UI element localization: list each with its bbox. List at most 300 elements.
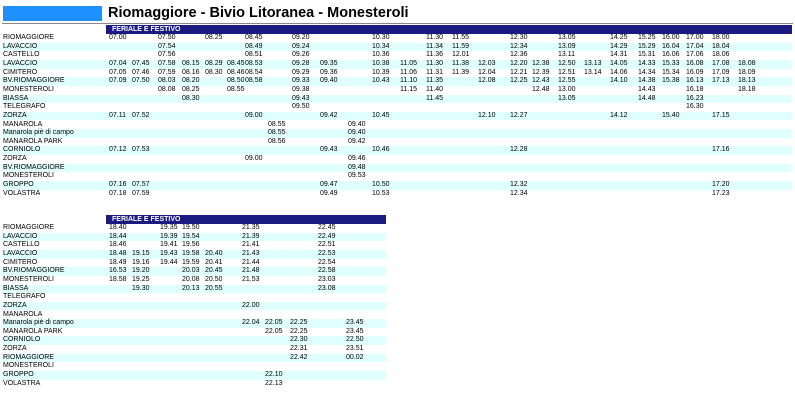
- departure-time: 22.25: [290, 327, 308, 335]
- departure-time: 09.43: [320, 146, 338, 154]
- departure-time: 13.09: [558, 42, 576, 50]
- departure-time: 19.43: [160, 249, 178, 257]
- departure-time: 12.28: [510, 146, 528, 154]
- table-row: [2, 267, 386, 276]
- stop-name: BIASSA: [3, 94, 29, 102]
- departure-time: 17.16: [712, 146, 730, 154]
- table-row: [2, 319, 386, 328]
- departure-time: 19.56: [182, 241, 200, 249]
- departure-time: 17.00: [686, 34, 704, 41]
- table-row: [2, 77, 792, 86]
- departure-time: 09.26: [292, 51, 310, 59]
- departure-time: 22.31: [290, 345, 308, 353]
- stop-name: MONESTEROLI: [3, 275, 54, 283]
- departure-time: 07.09: [109, 77, 127, 85]
- departure-time: 15.38: [662, 77, 680, 85]
- table-row: [2, 181, 792, 190]
- departure-time: 10.38: [372, 59, 390, 67]
- departure-time: 12.36: [510, 51, 528, 59]
- table-row: [2, 146, 792, 155]
- departure-time: 11.40: [426, 85, 443, 93]
- departure-time: 11.31: [426, 68, 443, 76]
- departure-time: 12.39: [532, 68, 550, 76]
- departure-time: 00.02: [346, 353, 364, 361]
- departure-time: 08.45: [227, 59, 245, 67]
- table-row: [2, 69, 792, 78]
- stop-name: VOLASTRA: [3, 379, 41, 387]
- table-row: [2, 354, 386, 363]
- departure-time: 23.45: [346, 327, 364, 335]
- departure-time: 09.47: [320, 181, 338, 189]
- departure-time: 10.36: [372, 51, 390, 59]
- departure-time: 18.49: [109, 258, 127, 266]
- departure-time: 17.15: [712, 111, 730, 119]
- stop-name: MONESTEROLI: [3, 172, 54, 180]
- departure-time: 07.54: [158, 42, 176, 50]
- stop-name: MANAROLA: [3, 310, 43, 318]
- stop-name: ZORZA: [3, 345, 27, 353]
- table-row: [2, 51, 792, 60]
- departure-time: 11.39: [452, 68, 469, 76]
- departure-time: 07.12: [109, 146, 127, 154]
- stop-name: LAVACCIO: [3, 59, 38, 67]
- departure-time: 16.00: [662, 34, 680, 41]
- stop-name: LAVACCIO: [3, 232, 38, 240]
- departure-time: 08.51: [245, 51, 263, 59]
- departure-time: 09.43: [292, 94, 310, 102]
- departure-time: 09.24: [292, 42, 310, 50]
- departure-time: 19.15: [132, 249, 150, 257]
- stop-name: TELEGRAFO: [3, 103, 46, 111]
- stop-name: MONESTEROLI: [3, 85, 54, 93]
- stop-name: MANAROLA: [3, 120, 43, 128]
- table-row: [2, 250, 386, 259]
- departure-time: 07.50: [158, 34, 176, 41]
- departure-time: 17.06: [686, 51, 704, 59]
- departure-time: 14.29: [610, 42, 628, 50]
- stop-name: RIOMAGGIORE: [3, 353, 54, 361]
- departure-time: 16.06: [662, 51, 680, 59]
- table-row: [2, 345, 386, 354]
- table-row: [2, 233, 386, 242]
- stop-name: TELEGRAFO: [3, 293, 46, 301]
- departure-time: 19.20: [132, 267, 150, 275]
- stop-name: CASTELLO: [3, 241, 40, 249]
- departure-time: 08.55: [268, 129, 286, 137]
- departure-time: 07.45: [132, 59, 150, 67]
- departure-time: 16.04: [662, 42, 680, 50]
- departure-time: 16.53: [109, 267, 127, 275]
- departure-time: 22.54: [318, 258, 336, 266]
- departure-time: 12.20: [510, 59, 528, 67]
- departure-time: 07.59: [158, 68, 176, 76]
- departure-time: 22.00: [242, 301, 260, 309]
- stop-name: GROPPO: [3, 371, 34, 379]
- departure-time: 12.34: [510, 42, 528, 50]
- departure-time: 21.41: [242, 241, 260, 249]
- departure-time: 19.35: [160, 224, 178, 231]
- departure-time: 15.31: [638, 51, 656, 59]
- departure-time: 09.50: [292, 103, 310, 111]
- stop-name: BIASSA: [3, 284, 29, 292]
- departure-time: 14.06: [610, 68, 628, 76]
- departure-time: 20.50: [205, 275, 223, 283]
- departure-time: 09.42: [348, 137, 366, 145]
- departure-time: 12.04: [478, 68, 496, 76]
- departure-time: 16.08: [686, 59, 704, 67]
- table-row: [2, 285, 386, 294]
- departure-time: 13.11: [558, 51, 575, 59]
- departure-time: 21.53: [242, 275, 260, 283]
- departure-time: 07.50: [132, 77, 150, 85]
- departure-time: 22.05: [265, 327, 283, 335]
- departure-time: 22.10: [265, 371, 283, 379]
- departure-time: 08.58: [245, 77, 263, 85]
- departure-time: 08.30: [182, 94, 200, 102]
- departure-time: 17.20: [712, 181, 730, 189]
- departure-time: 09.42: [320, 111, 338, 119]
- departure-time: 17.08: [712, 59, 730, 67]
- departure-time: 13.00: [558, 85, 576, 93]
- departure-time: 08.03: [158, 77, 176, 85]
- departure-time: 09.38: [292, 85, 310, 93]
- departure-time: 09.35: [320, 59, 338, 67]
- departure-time: 09.28: [292, 59, 310, 67]
- departure-time: 08.45: [245, 34, 263, 41]
- departure-time: 12.32: [510, 181, 528, 189]
- departure-time: 10.39: [372, 68, 390, 76]
- departure-time: 19.50: [182, 224, 200, 231]
- departure-time: 08.56: [268, 137, 286, 145]
- departure-time: 18.18: [738, 85, 756, 93]
- table-row: [2, 328, 386, 337]
- departure-time: 17.13: [712, 77, 730, 85]
- departure-time: 12.21: [510, 68, 528, 76]
- table-row: [2, 43, 792, 52]
- departure-time: 22.30: [290, 336, 308, 344]
- departure-time: 07.59: [132, 189, 150, 197]
- departure-time: 13.05: [558, 94, 576, 102]
- table-row: [2, 241, 386, 250]
- departure-time: 19.59: [182, 258, 200, 266]
- departure-time: 10.53: [372, 189, 390, 197]
- departure-time: 23.08: [318, 284, 336, 292]
- departure-time: 07.11: [109, 111, 126, 119]
- departure-time: 15.25: [638, 34, 656, 41]
- stop-name: MANAROLA PARK: [3, 137, 63, 145]
- table-row: [2, 60, 792, 69]
- stop-name: ZORZA: [3, 155, 27, 163]
- departure-time: 08.20: [182, 77, 200, 85]
- departure-time: 11.10: [400, 77, 417, 85]
- table-row: [2, 129, 792, 138]
- departure-time: 09.33: [292, 77, 310, 85]
- departure-time: 09.49: [320, 189, 338, 197]
- departure-time: 07.53: [132, 146, 150, 154]
- stop-name: ZORZA: [3, 111, 27, 119]
- table-row: [2, 311, 386, 320]
- stop-name: BV.RIOMAGGIORE: [3, 267, 65, 275]
- departure-time: 14.33: [638, 59, 656, 67]
- section-header: FERIALE E FESTIVO: [106, 25, 792, 34]
- table-row: [2, 112, 792, 121]
- departure-time: 09.46: [348, 155, 366, 163]
- departure-time: 22.25: [290, 319, 308, 327]
- departure-time: 20.40: [205, 249, 223, 257]
- departure-time: 22.53: [318, 249, 336, 257]
- table-row: [2, 371, 386, 380]
- departure-time: 22.45: [318, 224, 336, 231]
- departure-time: 22.49: [318, 232, 336, 240]
- departure-time: 08.46: [227, 68, 245, 76]
- departure-time: 19.58: [182, 249, 200, 257]
- departure-time: 10.43: [372, 77, 390, 85]
- departure-time: 07.04: [109, 59, 127, 67]
- departure-time: 11.06: [400, 68, 417, 76]
- departure-time: 18.09: [738, 68, 756, 76]
- departure-time: 12.48: [532, 85, 550, 93]
- departure-time: 08.50: [227, 77, 245, 85]
- departure-time: 08.29: [205, 59, 223, 67]
- departure-time: 23.51: [346, 345, 364, 353]
- departure-time: 18.46: [109, 241, 127, 249]
- departure-time: 09.00: [245, 111, 263, 119]
- departure-time: 22.05: [265, 319, 283, 327]
- departure-time: 12.50: [558, 59, 576, 67]
- departure-time: 18.08: [738, 59, 756, 67]
- departure-time: 08.08: [158, 85, 176, 93]
- table-row: [2, 302, 386, 311]
- departure-time: 07.56: [158, 51, 176, 59]
- departure-time: 21.43: [242, 249, 260, 257]
- departure-time: 07.57: [132, 181, 150, 189]
- departure-time: 23.03: [318, 275, 336, 283]
- table-row: [2, 336, 386, 345]
- table-row: [2, 259, 386, 268]
- departure-time: 19.30: [132, 284, 150, 292]
- departure-time: 11.38: [452, 59, 469, 67]
- table-row: [2, 95, 792, 104]
- departure-time: 19.16: [132, 258, 150, 266]
- stop-name: RIOMAGGIORE: [3, 34, 54, 41]
- departure-time: 14.43: [638, 85, 656, 93]
- departure-time: 09.53: [348, 172, 366, 180]
- departure-time: 22.58: [318, 267, 336, 275]
- departure-time: 08.55: [268, 120, 286, 128]
- stop-name: CORNIOLO: [3, 146, 41, 154]
- table-row: [2, 190, 792, 199]
- stop-name: GROPPO: [3, 181, 34, 189]
- departure-time: 11.05: [400, 59, 417, 67]
- departure-time: 22.50: [346, 336, 364, 344]
- departure-time: 17.23: [712, 189, 730, 197]
- departure-time: 15.40: [662, 111, 680, 119]
- table-row: [2, 293, 386, 302]
- departure-time: 09.00: [245, 155, 263, 163]
- departure-time: 20.08: [182, 275, 200, 283]
- departure-time: 11.30: [426, 59, 443, 67]
- departure-time: 14.34: [638, 68, 656, 76]
- departure-time: 10.46: [372, 146, 390, 154]
- departure-time: 10.50: [372, 181, 390, 189]
- departure-time: 21.44: [242, 258, 260, 266]
- departure-time: 12.34: [510, 189, 528, 197]
- stop-name: MONESTEROLI: [3, 362, 54, 370]
- departure-time: 14.31: [610, 51, 628, 59]
- stop-name: BV.RIOMAGGIORE: [3, 77, 65, 85]
- departure-time: 08.54: [245, 68, 263, 76]
- departure-time: 16.30: [686, 103, 704, 111]
- departure-time: 20.03: [182, 267, 200, 275]
- departure-time: 09.48: [348, 163, 366, 171]
- departure-time: 08.55: [227, 85, 245, 93]
- departure-time: 14.05: [610, 59, 628, 67]
- table-row: [2, 276, 386, 285]
- departure-time: 13.14: [584, 68, 602, 76]
- departure-time: 20.13: [182, 284, 200, 292]
- departure-time: 08.15: [182, 59, 200, 67]
- departure-time: 07.00: [109, 34, 127, 41]
- departure-time: 17.04: [686, 42, 704, 50]
- departure-time: 13.05: [558, 34, 576, 41]
- departure-time: 14.12: [610, 111, 628, 119]
- departure-time: 15.34: [662, 68, 680, 76]
- departure-time: 11.15: [400, 85, 417, 93]
- departure-time: 10.30: [372, 34, 390, 41]
- departure-time: 18.44: [109, 232, 127, 240]
- table-row: [2, 121, 792, 130]
- departure-time: 08.53: [245, 59, 263, 67]
- departure-time: 17.09: [712, 68, 730, 76]
- departure-time: 22.42: [290, 353, 308, 361]
- section-header: FERIALE E FESTIVO: [106, 215, 386, 224]
- stop-name: CASTELLO: [3, 51, 40, 59]
- departure-time: 16.23: [686, 94, 704, 102]
- page-title: Riomaggiore - Bivio Litoranea - Monesteroli: [108, 5, 409, 21]
- stop-name: CORNIOLO: [3, 336, 41, 344]
- departure-time: 15.33: [662, 59, 680, 67]
- departure-time: 12.43: [532, 77, 550, 85]
- departure-time: 14.48: [638, 94, 656, 102]
- table-row: [2, 155, 792, 164]
- stop-name: CIMITERO: [3, 68, 38, 76]
- departure-time: 18.00: [712, 34, 730, 41]
- table-row: [2, 138, 792, 147]
- stop-name: VOLASTRA: [3, 189, 41, 197]
- departure-time: 18.04: [712, 42, 730, 50]
- departure-time: 07.16: [109, 181, 127, 189]
- table-row: [2, 362, 386, 371]
- departure-time: 09.29: [292, 68, 310, 76]
- departure-time: 07.58: [158, 59, 176, 67]
- departure-time: 12.30: [510, 34, 528, 41]
- table-row: [2, 172, 792, 181]
- departure-time: 08.30: [205, 68, 223, 76]
- departure-time: 18.58: [109, 275, 127, 283]
- departure-time: 12.03: [478, 59, 496, 67]
- departure-time: 22.13: [265, 379, 283, 387]
- departure-time: 11.59: [452, 42, 469, 50]
- departure-time: 12.25: [510, 77, 528, 85]
- departure-time: 19.54: [182, 232, 200, 240]
- departure-time: 09.40: [320, 77, 338, 85]
- departure-time: 22.51: [318, 241, 336, 249]
- departure-time: 15.29: [638, 42, 656, 50]
- table-row: [2, 86, 792, 95]
- header-color-bar: [3, 6, 102, 21]
- stop-name: Manarola piè di campo: [3, 319, 74, 327]
- stop-name: LAVACCIO: [3, 249, 38, 257]
- departure-time: 12.55: [558, 77, 576, 85]
- table-row: [2, 103, 792, 112]
- stop-name: BV.RIOMAGGIORE: [3, 163, 65, 171]
- departure-time: 09.20: [292, 34, 310, 41]
- departure-time: 08.25: [205, 34, 223, 41]
- table-row: [2, 164, 792, 173]
- departure-time: 09.36: [320, 68, 338, 76]
- departure-time: 12.51: [558, 68, 576, 76]
- departure-time: 12.27: [510, 111, 528, 119]
- departure-time: 08.25: [182, 85, 200, 93]
- departure-time: 23.45: [346, 319, 364, 327]
- departure-time: 19.25: [132, 275, 150, 283]
- departure-time: 12.10: [478, 111, 496, 119]
- departure-time: 18.06: [712, 51, 730, 59]
- stop-name: RIOMAGGIORE: [3, 224, 54, 231]
- departure-time: 12.08: [478, 77, 496, 85]
- stop-name: CIMITERO: [3, 258, 38, 266]
- departure-time: 12.01: [452, 51, 470, 59]
- stop-name: ZORZA: [3, 301, 27, 309]
- departure-time: 18.13: [738, 77, 756, 85]
- title-divider: [2, 23, 793, 24]
- departure-time: 11.35: [426, 77, 443, 85]
- departure-time: 14.38: [638, 77, 656, 85]
- departure-time: 07.52: [132, 111, 150, 119]
- departure-time: 18.40: [109, 224, 127, 231]
- table-row: [2, 224, 386, 233]
- departure-time: 13.13: [584, 59, 602, 67]
- stop-name: MANAROLA PARK: [3, 327, 63, 335]
- departure-time: 22.04: [242, 319, 260, 327]
- departure-time: 09.40: [348, 120, 366, 128]
- departure-time: 20.45: [205, 267, 223, 275]
- departure-time: 21.39: [242, 232, 260, 240]
- departure-time: 11.45: [426, 94, 443, 102]
- departure-time: 14.25: [610, 34, 628, 41]
- departure-time: 20.41: [205, 258, 223, 266]
- departure-time: 18.48: [109, 249, 127, 257]
- departure-time: 11.36: [426, 51, 443, 59]
- departure-time: 19.39: [160, 232, 178, 240]
- departure-time: 08.16: [182, 68, 200, 76]
- departure-time: 07.05: [109, 68, 127, 76]
- departure-time: 19.44: [160, 258, 178, 266]
- departure-time: 11.30: [426, 34, 443, 41]
- stop-name: LAVACCIO: [3, 42, 38, 50]
- table-row: [2, 380, 386, 389]
- departure-time: 19.41: [160, 241, 178, 249]
- departure-time: 21.48: [242, 267, 260, 275]
- departure-time: 16.09: [686, 68, 704, 76]
- departure-time: 14.10: [610, 77, 628, 85]
- table-row: [2, 34, 792, 43]
- departure-time: 07.18: [109, 189, 127, 197]
- departure-time: 16.18: [686, 85, 704, 93]
- stop-name: Manarola piè di campo: [3, 129, 74, 137]
- departure-time: 21.35: [242, 224, 260, 231]
- departure-time: 12.38: [532, 59, 550, 67]
